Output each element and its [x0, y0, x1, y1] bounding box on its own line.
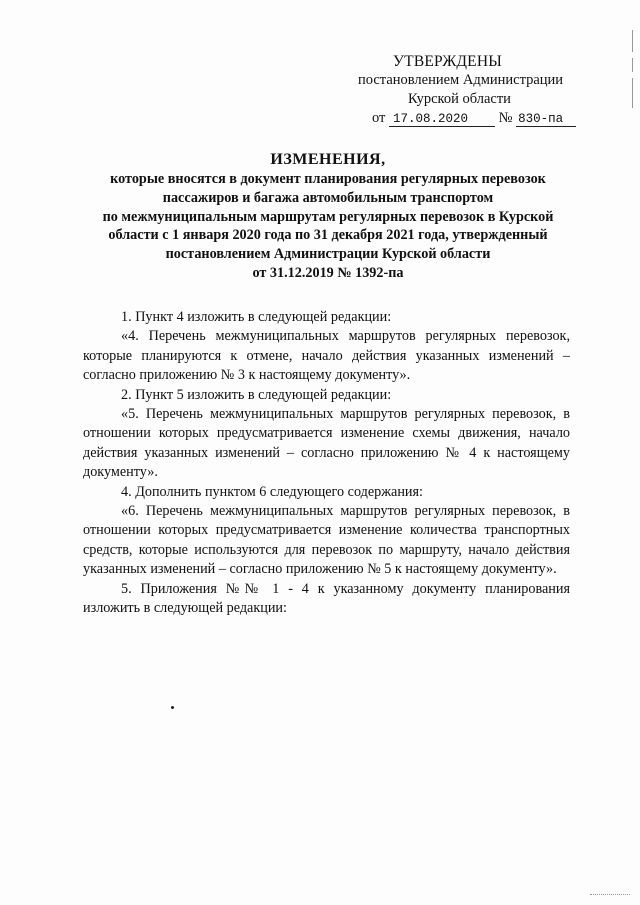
heading-line: области с 1 января 2020 года по 31 декабря 2021 года, утвержденный: [108, 227, 548, 244]
heading-line: постановлением Администрации Курской области: [165, 246, 491, 263]
approval-date: 17.08.2020: [389, 112, 495, 127]
heading-title: ИЗМЕНЕНИЯ,: [270, 151, 386, 168]
approval-date-line: [352, 109, 582, 128]
heading-line: от 31.12.2019 № 1392-па: [252, 264, 404, 281]
paragraph-item-1: 1. Пункт 4 изложить в следующей редакции:: [121, 309, 392, 325]
edge-mark: [632, 58, 633, 72]
paragraph-item-4: 4. Дополнить пунктом 6 следующего содержания:: [121, 483, 423, 500]
edge-mark: [632, 30, 633, 52]
heading-line: по межмуниципальным маршрутам регулярных перевозок в Курской: [102, 208, 554, 225]
paragraph-quote-6: «6. Перечень межмуниципальных маршрутов регулярных перевозок, в отношении которых предусматривается изменение количества транспортных средств, которые используются для перевозок по маршруту, начало действия указанных изменений – согласно приложению № 5 к настоящему документу».: [83, 503, 570, 578]
scan-speck: [171, 706, 174, 709]
scan-edge-marks: [632, 30, 635, 140]
heading-line: которые вносятся в документ планирования регулярных перевозок: [110, 171, 546, 187]
scan-footer-mark: [590, 894, 630, 897]
paragraph-item-5: 5. Приложения №№ 1 - 4 к указанному документу планирования изложить в следующей редакции:: [83, 580, 570, 617]
document-heading: [60, 150, 596, 283]
paragraph-quote-5: «5. Перечень межмуниципальных маршрутов регулярных перевозок, в отношении которых предусматривается изменение схемы движения, начало действия указанных изменений – согласно приложению № 4 к настоящему документу».: [83, 406, 570, 481]
heading-line: пассажиров и багажа автомобильным транспортом: [162, 189, 494, 206]
approval-title: УТВЕРЖДЕНЫ: [393, 53, 502, 70]
approval-number: 830-па: [516, 112, 576, 127]
approval-date-prefix: от: [372, 110, 386, 126]
paragraph-item-2: 2. Пункт 5 изложить в следующей редакции:: [121, 386, 392, 403]
paragraph-quote-4: «4. Перечень межмуниципальных маршрутов регулярных перевозок, которые планируются к отмене, начало действия указанных изменений – согласно приложению № 3 к настоящему документу».: [83, 328, 570, 384]
approval-block: [352, 52, 582, 128]
approval-issuer: постановлением Администрации: [358, 72, 564, 88]
approval-region: Курской области: [408, 91, 511, 107]
edge-mark: [632, 78, 633, 108]
approval-number-prefix: №: [498, 110, 513, 126]
document-body: [83, 308, 570, 619]
